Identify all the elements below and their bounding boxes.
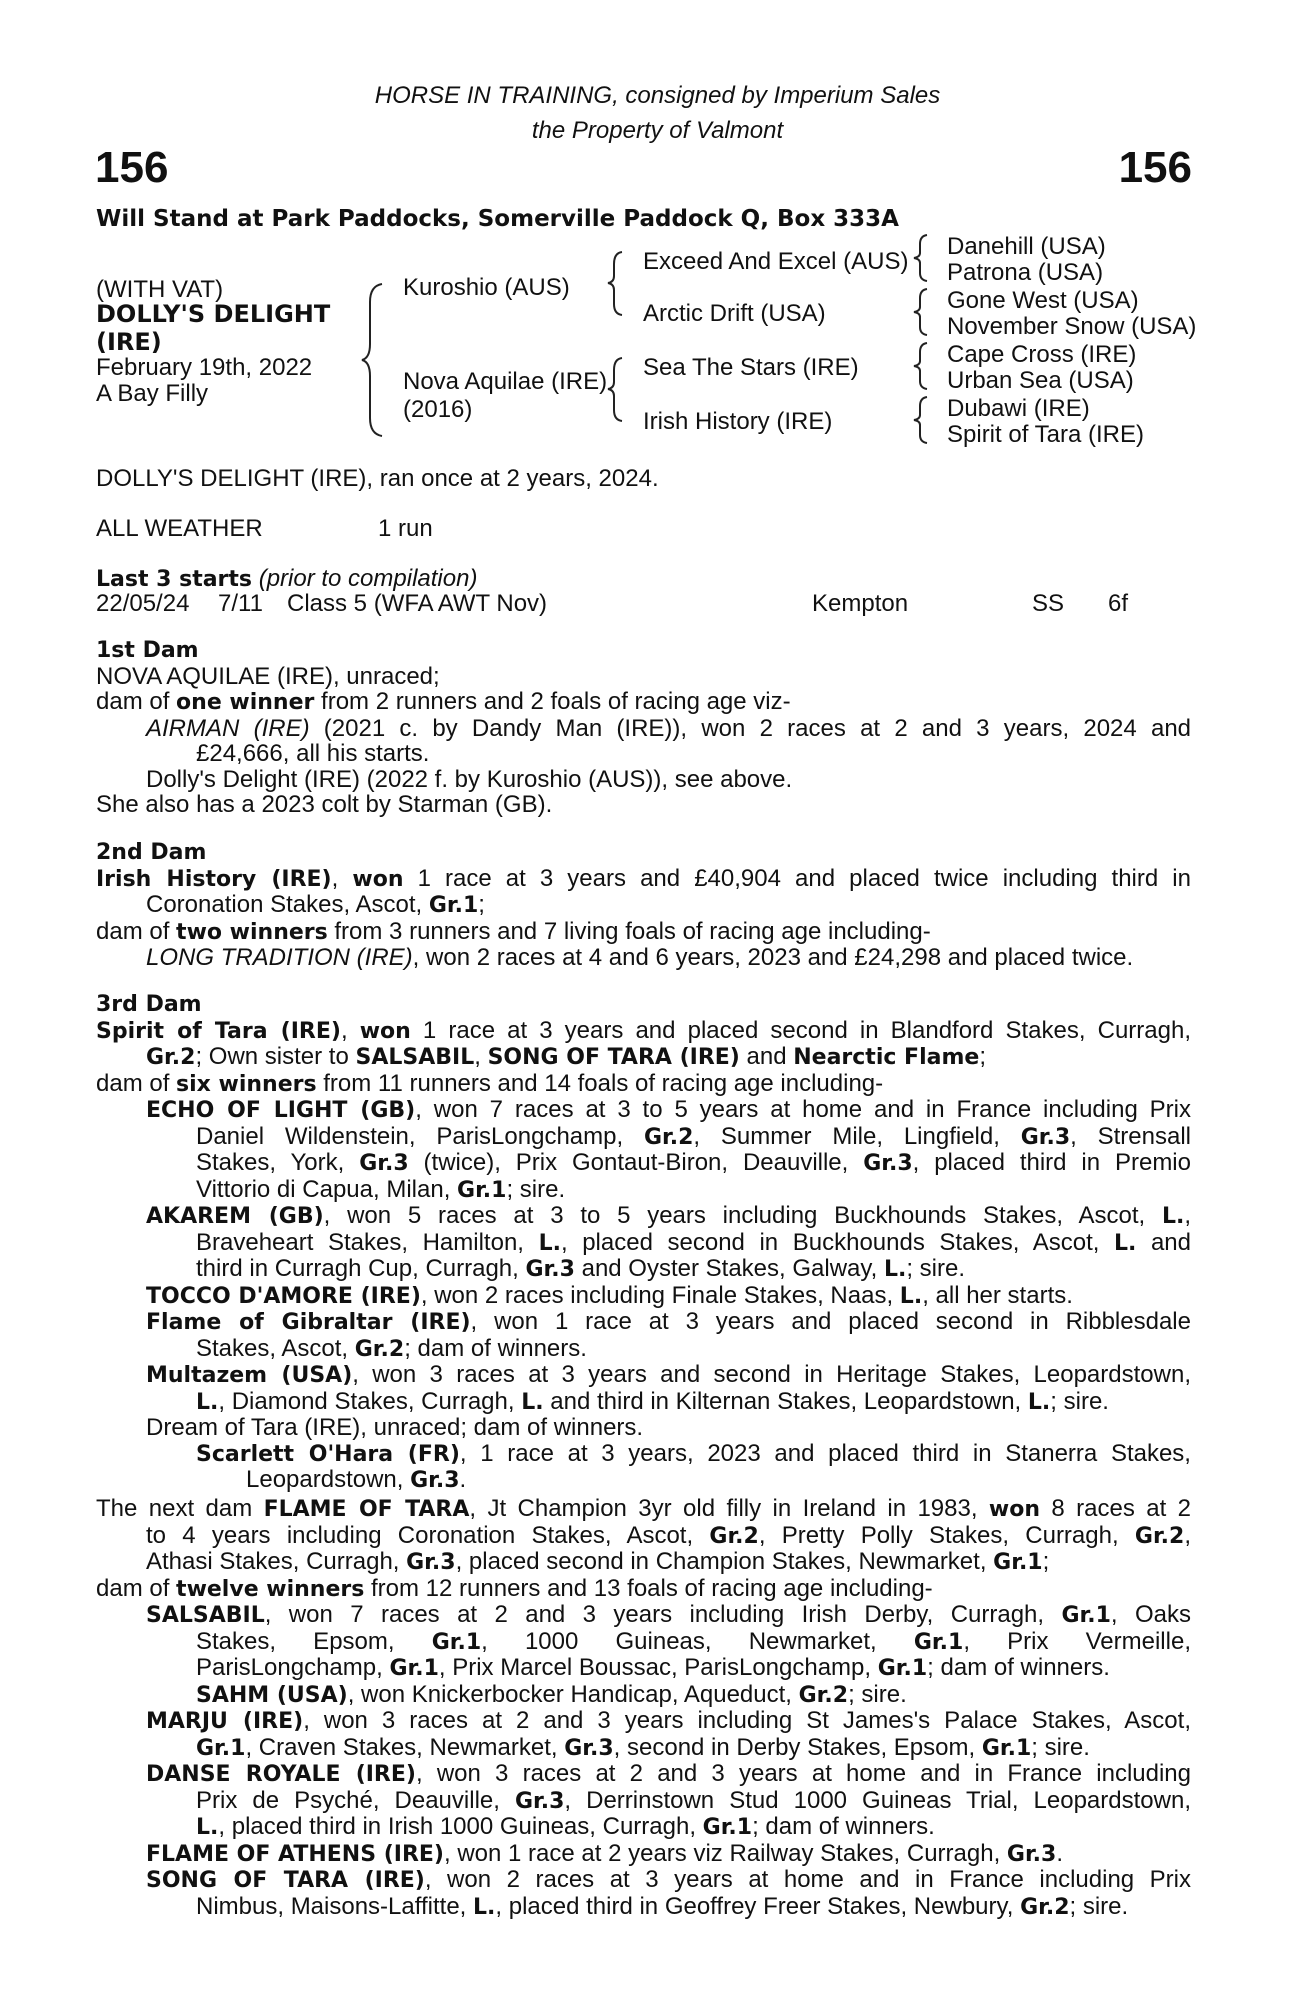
next-dam-line3: Athasi Stakes, Curragh, Gr.3, placed second in Champion Stakes, Newmarket, Gr.1; bbox=[146, 1548, 1050, 1575]
stand-location: Will Stand at Park Paddocks, Somerville Paddock Q, Box 333A bbox=[96, 206, 899, 232]
echo-line3: Stakes, York, Gr.3 (twice), Prix Gontaut-Biron, Deauville, Gr.3, placed third in Premio bbox=[196, 1149, 1191, 1176]
third-dam-line3: dam of six winners from 11 runners and 14 foals of racing age including- bbox=[96, 1069, 884, 1097]
foaling-date: February 19th, 2022 bbox=[96, 354, 313, 381]
pedigree-dam-sire: Sea The Stars (IRE) bbox=[643, 354, 859, 381]
second-dam-line4: LONG TRADITION (IRE), won 2 races at 4 and 6 years, 2023 and £24,298 and placed twice. bbox=[146, 944, 1134, 971]
second-dam-heading: 2nd Dam bbox=[96, 840, 207, 865]
pedigree-dam-year: (2016) bbox=[403, 396, 473, 423]
start-going: SS bbox=[1032, 590, 1065, 617]
first-dam-airman-cont: £24,666, all his starts. bbox=[196, 740, 430, 767]
lot-number-right: 156 bbox=[1118, 143, 1192, 192]
sahm-line1: SAHM (USA), won Knickerbocker Handicap, Aqueduct, Gr.2; sire. bbox=[196, 1680, 907, 1708]
athens-line1: FLAME OF ATHENS (IRE), won 1 race at 2 years viz Railway Stakes, Curragh, Gr.3. bbox=[146, 1839, 1064, 1867]
pedigree-sds: Gone West (USA) bbox=[947, 287, 1139, 314]
sale-header-line2: the Property of Valmont bbox=[531, 117, 784, 144]
flame-gibraltar-line1: Flame of Gibraltar (IRE), won 1 race at 3 years and placed second in Ribblesdale bbox=[146, 1308, 1191, 1335]
horse-description: A Bay Filly bbox=[96, 380, 209, 407]
song-line2: Nimbus, Maisons-Laffitte, L., placed third in Geoffrey Freer Stakes, Newbury, Gr.2; sire. bbox=[196, 1892, 1129, 1920]
lot-number-left: 156 bbox=[95, 143, 169, 192]
pedigree-dam: Nova Aquilae (IRE) bbox=[403, 368, 608, 395]
first-dam-line2: dam of one winner from 2 runners and 2 foals of racing age viz- bbox=[96, 688, 791, 715]
first-dam-colt: She also has a 2023 colt by Starman (GB). bbox=[96, 791, 553, 818]
akarem-line2: Braveheart Stakes, Hamilton, L., placed second in Buckhounds Stakes, Ascot, L. and bbox=[196, 1228, 1191, 1256]
pedigree-sire-dam: Arctic Drift (USA) bbox=[643, 300, 826, 327]
third-dam-line1: Spirit of Tara (IRE), won 1 race at 3 years and placed second in Blandford Stakes, Curragh, bbox=[96, 1016, 1191, 1044]
race-summary: DOLLY'S DELIGHT (IRE), ran once at 2 years, 2024. bbox=[96, 465, 659, 492]
pedigree-sire: Kuroshio (AUS) bbox=[403, 274, 570, 301]
third-dam-heading: 3rd Dam bbox=[96, 992, 202, 1017]
pedigree-sire-brace bbox=[606, 248, 628, 318]
horse-country: (IRE) bbox=[96, 328, 162, 356]
next-dam-section bbox=[96, 1496, 1191, 1920]
danse-line1: DANSE ROYALE (IRE), won 3 races at 2 and 3 years at home and in France including bbox=[146, 1760, 1191, 1787]
third-dam-line2: Gr.2; Own sister to SALSABIL, SONG OF TARA (IRE) and Nearctic Flame; bbox=[146, 1043, 986, 1070]
first-dam-section bbox=[96, 638, 1191, 818]
marju-line1: MARJU (IRE), won 3 races at 2 and 3 years including St James's Palace Stakes, Ascot, bbox=[146, 1707, 1191, 1734]
first-dam-airman: AIRMAN (IRE) (2021 c. by Dandy Man (IRE)), won 2 races at 2 and 3 years, 2024 and bbox=[146, 714, 1192, 742]
multazem-line1: Multazem (USA), won 3 races at 3 years and second in Heritage Stakes, Leopardstown, bbox=[146, 1361, 1191, 1388]
pedigree-dam-brace bbox=[606, 354, 628, 424]
marju-line2: Gr.1, Craven Stakes, Newmarket, Gr.3, second in Derby Stakes, Epsom, Gr.1; sire. bbox=[196, 1733, 1090, 1761]
pedigree-brace-sd bbox=[912, 286, 932, 338]
danse-line2: Prix de Psyché, Deauville, Gr.3, Derrinstown Stud 1000 Guineas Trial, Leopardstown, bbox=[196, 1786, 1191, 1814]
first-dam-line1: NOVA AQUILAE (IRE), unraced; bbox=[96, 662, 440, 690]
next-dam-line1: The next dam FLAME OF TARA, Jt Champion 3yr old filly in Ireland in 1983, won 8 races at 2 bbox=[96, 1495, 1191, 1522]
next-dam-line2: to 4 years including Coronation Stakes, Ascot, Gr.2, Pretty Polly Stakes, Curragh, Gr.2, bbox=[146, 1521, 1191, 1549]
scarlett-line1: Scarlett O'Hara (FR), 1 race at 3 years, 2023 and placed third in Stanerra Stakes, bbox=[196, 1439, 1191, 1467]
multazem-line2: L., Diamond Stakes, Curragh, L. and third in Kilternan Stakes, Leopardstown, L.; sire. bbox=[196, 1387, 1109, 1415]
pedigree-ssd: Patrona (USA) bbox=[947, 259, 1104, 286]
pedigree-sss: Danehill (USA) bbox=[947, 233, 1106, 260]
dream-line1: Dream of Tara (IRE), unraced; dam of winners. bbox=[146, 1414, 644, 1441]
start-date: 22/05/24 bbox=[96, 590, 190, 617]
pedigree-sdd: November Snow (USA) bbox=[947, 313, 1197, 340]
horse-name: DOLLY'S DELIGHT bbox=[96, 300, 331, 328]
song-line1: SONG OF TARA (IRE), won 2 races at 3 years at home and in France including Prix bbox=[146, 1866, 1192, 1893]
echo-line2: Daniel Wildenstein, ParisLongchamp, Gr.2, Summer Mile, Lingfield, Gr.3, Strensall bbox=[196, 1122, 1191, 1150]
tocco-line1: TOCCO D'AMORE (IRE), won 2 races including Finale Stakes, Naas, L., all her starts. bbox=[146, 1281, 1073, 1309]
last-starts-heading bbox=[96, 565, 477, 593]
salsabil-line3: ParisLongchamp, Gr.1, Prix Marcel Boussac, ParisLongchamp, Gr.1; dam of winners. bbox=[196, 1654, 1110, 1681]
pedigree-dam-dam: Irish History (IRE) bbox=[643, 408, 833, 435]
pedigree-brace-dd bbox=[912, 394, 932, 446]
pedigree-ddd: Spirit of Tara (IRE) bbox=[947, 421, 1144, 448]
pedigree-dsd: Urban Sea (USA) bbox=[947, 367, 1134, 394]
echo-line4: Vittorio di Capua, Milan, Gr.1; sire. bbox=[196, 1175, 566, 1203]
pedigree-brace-ds bbox=[912, 340, 932, 392]
start-course: Kempton bbox=[812, 590, 909, 617]
flame-gibraltar-line2: Stakes, Ascot, Gr.2; dam of winners. bbox=[196, 1334, 587, 1362]
last-starts-title: Last 3 starts bbox=[96, 567, 253, 592]
pedigree-main-brace bbox=[360, 280, 390, 440]
salsabil-line2: Stakes, Epsom, Gr.1, 1000 Guineas, Newmarket, Gr.1, Prix Vermeille, bbox=[196, 1627, 1191, 1655]
akarem-line3: third in Curragh Cup, Curragh, Gr.3 and Oyster Stakes, Galway, L.; sire. bbox=[196, 1255, 966, 1282]
pedigree-dds: Dubawi (IRE) bbox=[947, 395, 1090, 422]
surface-runs: 1 run bbox=[378, 515, 433, 542]
surface-label: ALL WEATHER bbox=[96, 515, 263, 542]
start-distance: 6f bbox=[1108, 590, 1129, 617]
first-dam-heading: 1st Dam bbox=[96, 638, 199, 663]
second-dam-section bbox=[96, 840, 1191, 971]
first-dam-dolly: Dolly's Delight (IRE) (2022 f. by Kuroshio (AUS)), see above. bbox=[146, 765, 793, 793]
danse-line3: L., placed third in Irish 1000 Guineas, Curragh, Gr.1; dam of winners. bbox=[196, 1813, 935, 1840]
second-dam-line1: Irish History (IRE), won 1 race at 3 years and £40,904 and placed twice including third in bbox=[96, 864, 1191, 892]
start-race: Class 5 (WFA AWT Nov) bbox=[287, 590, 548, 617]
last-starts-note: (prior to compilation) bbox=[258, 565, 478, 592]
vat-note: (WITH VAT) bbox=[96, 276, 224, 303]
pedigree-sire-sire: Exceed And Excel (AUS) bbox=[643, 248, 909, 275]
pedigree-dss: Cape Cross (IRE) bbox=[947, 341, 1137, 368]
scarlett-line2: Leopardstown, Gr.3. bbox=[246, 1466, 467, 1493]
second-dam-line2: Coronation Stakes, Ascot, Gr.1; bbox=[146, 891, 485, 918]
akarem-line1: AKAREM (GB), won 5 races at 3 to 5 years including Buckhounds Stakes, Ascot, L., bbox=[146, 1202, 1191, 1229]
pedigree-brace-ss bbox=[912, 232, 932, 284]
sale-header-line1: HORSE IN TRAINING, consigned by Imperium Sales bbox=[374, 82, 941, 109]
echo-line1: ECHO OF LIGHT (GB), won 7 races at 3 to 5 years at home and in France including Prix bbox=[146, 1096, 1191, 1123]
start-position: 7/11 bbox=[218, 590, 263, 617]
next-dam-line4: dam of twelve winners from 12 runners and 13 foals of racing age including- bbox=[96, 1574, 933, 1602]
salsabil-line1: SALSABIL, won 7 races at 2 and 3 years including Irish Derby, Curragh, Gr.1, Oaks bbox=[146, 1601, 1191, 1628]
second-dam-line3: dam of two winners from 3 runners and 7 living foals of racing age including- bbox=[96, 917, 931, 945]
third-dam-section bbox=[96, 992, 1191, 1494]
